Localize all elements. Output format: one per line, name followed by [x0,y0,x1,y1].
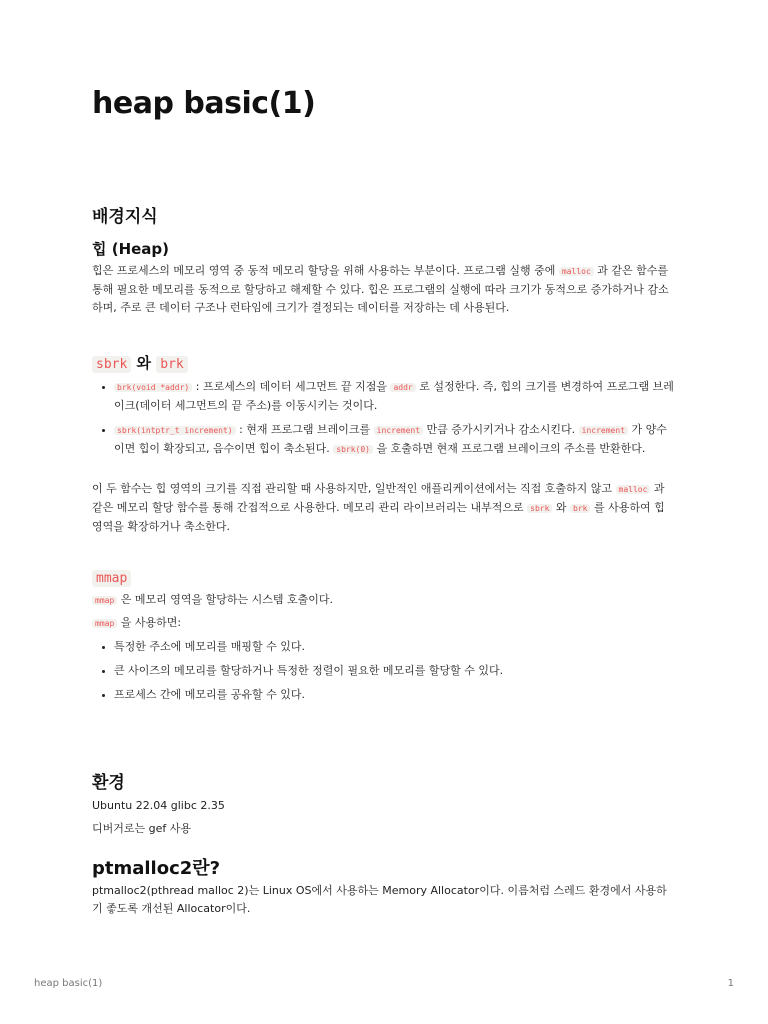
mmap-list [92,638,676,704]
heap-text-a: 힙은 프로세스의 메모리 영역 중 동적 메모리 할당을 위해 사용하는 부분이다. 프로그램 실행 중에 [92,264,559,277]
heap-text-b: 과 같은 함수를 통해 필요한 메모리를 동적으로 할당하고 해제할 수 있다. 힙은 프로그램의 실행에 따라 크기가 동적으로 증가하거나 감소하며, 주로 큰 데이터 구조나 런타임에 크기가 결정되는 데이터를 저장하는 데 사용된다. [92,264,669,314]
env-line2: 디버거로는 gef 사용 [92,822,191,835]
malloc-code: malloc [616,485,651,494]
mmap-section [92,568,676,586]
env-section [92,768,676,793]
sbrk-brk-heading [92,352,676,373]
page-title: heap basic(1) [92,86,316,121]
mmap-p1: mmap 은 메모리 영역을 할당하는 시스템 호출이다. [92,591,676,610]
sbrk-heading-code: sbrk [92,356,131,373]
mmap-heading-code: mmap [92,570,131,587]
sbrk-code: sbrk [527,504,552,513]
brk-code: brk [570,504,590,513]
heap-heading: 힙 (Heap) [92,240,170,258]
sbrk-paragraph: 이 두 함수는 힙 영역의 크기를 직접 관리할 때 사용하지만, 일반적인 애플리케이션에서는 직접 호출하지 않고 malloc 과 같은 메모리 할당 함수를 통해 간접적으로 사용한다. 메모리 관리 라이브러리는 내부적으로 sbrk 와 brk 를 사용하여 힙 영역을 확장하거나 축소한다. [92,482,665,533]
increment-code: increment [374,426,423,435]
list-item: • 특정한 주소에 메모리를 매핑할 수 있다. [114,638,676,656]
ptmalloc-heading: ptmalloc2란? [92,858,221,879]
heap-section [92,238,676,259]
background-section [92,202,676,227]
list-item: • sbrk(intptr_t increment) : 현재 프로그램 브레이크를 increment 만큼 증가시키거나 감소시킨다. increment 가 양수이면 힙이 확장되고, 음수이면 힙이 축소된다. sbrk(0) 을 호출하면 현재 프로그램 브레이크의 주소를 반환한다. [114,421,676,459]
env-heading: 환경 [92,773,125,793]
sbrk-heading-mid: 와 [136,354,152,372]
brk-signature-code: brk(void *addr) [114,383,192,392]
increment-code: increment [579,426,628,435]
sbrk0-code: sbrk(0) [333,445,373,454]
sbrk-brk-section [92,352,676,373]
footer-title: heap basic(1) [34,978,103,989]
mmap-p2: mmap 을 사용하면: [92,614,676,633]
env-line1: Ubuntu 22.04 glibc 2.35 [92,799,225,812]
mmap-code: mmap [92,619,117,628]
heap-paragraph [92,262,676,317]
page-number: 1 [727,978,734,989]
addr-code: addr [390,383,415,392]
background-heading: 배경지식 [92,207,158,227]
brk-heading-code: brk [156,356,187,373]
sbrk-signature-code: sbrk(intptr_t increment) [114,426,236,435]
sbrk-list [92,378,676,459]
ptmalloc-paragraph: ptmalloc2(pthread malloc 2)는 Linux OS에서 사용하는 Memory Allocator이다. 이름처럼 스레드 환경에서 사용하기 좋도록 개선된 Allocator이다. [92,884,667,915]
malloc-code: malloc [559,267,594,276]
ptmalloc-section [92,854,676,880]
mmap-heading [92,568,676,586]
list-item: • brk(void *addr) : 프로세스의 데이터 세그먼트 끝 지점을 addr 로 설정한다. 즉, 힙의 크기를 변경하여 프로그램 브레이크(데이터 세그먼트의 끝 주소)를 이동시키는 것이다. [114,378,676,415]
mmap-code: mmap [92,596,117,605]
list-item: • 큰 사이즈의 메모리를 할당하거나 특정한 정렬이 필요한 메모리를 할당할 수 있다. [114,662,676,680]
list-item: • 프로세스 간에 메모리를 공유할 수 있다. [114,686,676,704]
